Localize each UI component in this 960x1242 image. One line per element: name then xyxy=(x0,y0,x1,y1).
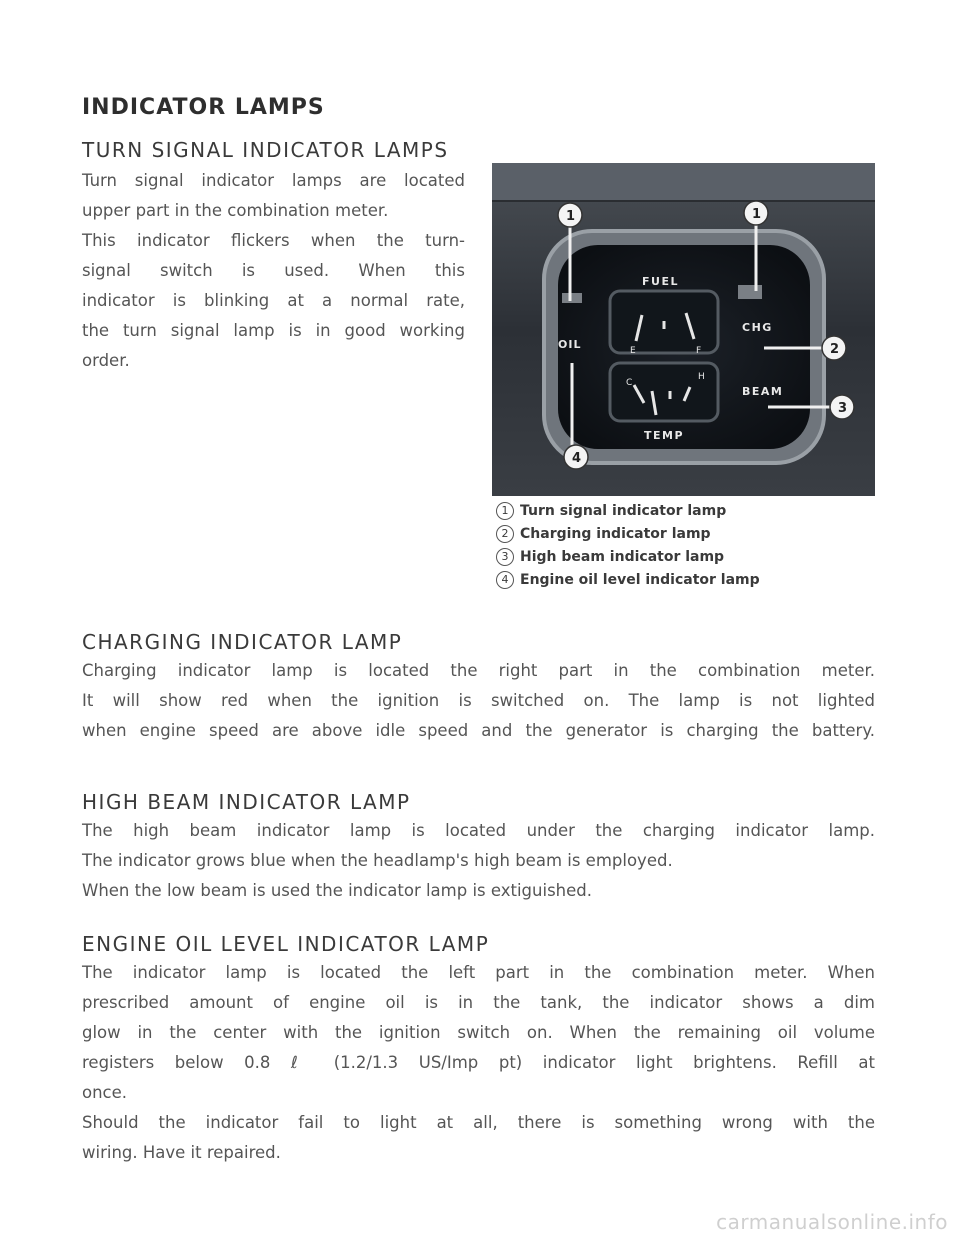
text-line: upper part in the combination meter. xyxy=(82,201,389,220)
turn-signal-heading: TURN SIGNAL INDICATOR LAMPS xyxy=(82,138,449,162)
text-line: When the low beam is used the indicator lamp is extiguished. xyxy=(82,881,593,900)
caption-item: 3 High beam indicator lamp xyxy=(496,546,760,569)
text-line: The high beam indicator lamp is located under the charging indicator lamp. xyxy=(82,821,875,840)
watermark-text: carmanualsonline.info xyxy=(716,1210,948,1234)
svg-text:3: 3 xyxy=(838,401,848,416)
text-line: Charging indicator lamp is located the right part in the combination meter. xyxy=(82,661,875,680)
beam-label: BEAM xyxy=(742,385,784,398)
caption-item: 1 Turn signal indicator lamp xyxy=(496,500,760,523)
turn-signal-text xyxy=(82,166,465,376)
charging-heading: CHARGING INDICATOR LAMP xyxy=(82,630,403,654)
engine-oil-heading: ENGINE OIL LEVEL INDICATOR LAMP xyxy=(82,932,490,956)
svg-text:4: 4 xyxy=(572,451,582,466)
fuel-empty-label: E xyxy=(630,346,636,356)
caption-item: 4 Engine oil level indicator lamp xyxy=(496,569,760,592)
chg-label: CHG xyxy=(742,321,773,334)
callout-3 xyxy=(830,395,854,419)
combination-meter-illustration xyxy=(492,163,875,496)
text-line: Turn signal indicator lamps are located xyxy=(82,171,465,190)
callout-1-right xyxy=(744,201,768,225)
engine-oil-text xyxy=(82,958,875,1168)
text-line: It will show red when the ignition is switched on. The lamp is not lighted xyxy=(82,691,875,710)
oil-label: OIL xyxy=(558,338,582,351)
page-title: INDICATOR LAMPS xyxy=(82,95,325,120)
text-line: The indicator grows blue when the headlamp's high beam is employed. xyxy=(82,851,673,870)
text-line: order. xyxy=(82,351,130,370)
callout-4 xyxy=(564,445,588,469)
text-line: the turn signal lamp is in good working xyxy=(82,321,465,340)
text-line: The indicator lamp is located the left part in the combination meter. When xyxy=(82,963,875,982)
temp-cold-label: C xyxy=(626,378,633,388)
fuel-label: FUEL xyxy=(642,275,679,288)
text-line: wiring. Have it repaired. xyxy=(82,1143,281,1162)
combination-meter-photo xyxy=(492,163,875,496)
text-line: indicator is blinking at a normal rate, xyxy=(82,291,465,310)
text-line: when engine speed are above idle speed and the generator is charging the battery. xyxy=(82,721,875,740)
callout-1-left xyxy=(558,203,582,227)
text-line: signal switch is used. When this xyxy=(82,261,465,280)
svg-text:1: 1 xyxy=(566,209,576,224)
text-line: once. xyxy=(82,1083,128,1102)
callout-2 xyxy=(822,336,846,360)
high-beam-text xyxy=(82,816,875,906)
svg-text:2: 2 xyxy=(830,342,840,357)
svg-text:1: 1 xyxy=(752,207,762,222)
photo-captions xyxy=(496,500,760,592)
text-line: registers below 0.8 ℓ (1.2/1.3 US/Imp pt) indicator light brightens. Refill at xyxy=(82,1053,875,1072)
text-line: glow in the center with the ignition switch on. When the remaining oil volume xyxy=(82,1023,875,1042)
caption-item: 2 Charging indicator lamp xyxy=(496,523,760,546)
text-line: Should the indicator fail to light at all, there is something wrong with the xyxy=(82,1113,875,1132)
temp-hot-label: H xyxy=(698,372,705,382)
text-line: This indicator flickers when the turn- xyxy=(82,231,465,250)
fuel-full-label: F xyxy=(696,346,702,356)
high-beam-heading: HIGH BEAM INDICATOR LAMP xyxy=(82,790,411,814)
charging-text xyxy=(82,656,875,746)
temp-label: TEMP xyxy=(644,429,685,442)
text-line: prescribed amount of engine oil is in the tank, the indicator shows a dim xyxy=(82,993,875,1012)
